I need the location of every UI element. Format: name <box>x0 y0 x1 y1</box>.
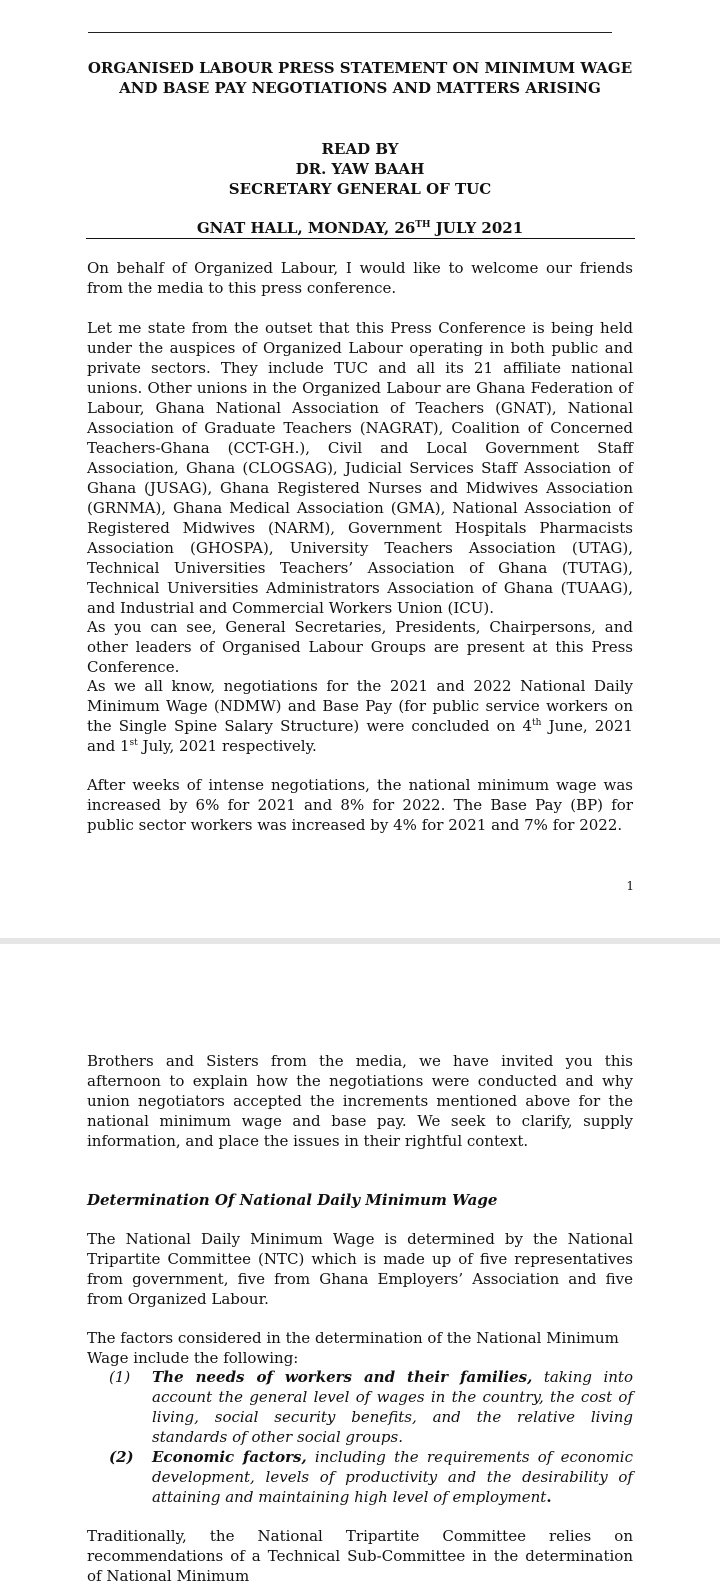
leaders-paragraph: As you can see, General Secretaries, Presidents, Chairpersons, and other leaders of Organised Labour Groups are present at this Press Conference. <box>87 618 633 676</box>
negotiation-paragraph: As we all know, negotiations for the 2021 and 2022 National Daily Minimum Wage (NDMW) and Base Pay (for public service workers on the Single Spine Salary Structure) were concluded on 4th June, 2021 and 1st July, 2021 respectively. <box>87 677 633 755</box>
closing-paragraph: Traditionally, the National Tripartite Committee relies on recommendations of a Technical Sub-Committee in the determination of National Minimum <box>87 1527 633 1585</box>
increase-paragraph: After weeks of intense negotiations, the national minimum wage was increased by 6% for 2021 and 8% for 2022. The Base Pay (BP) for public sector workers was increased by 4% for 2021 and 7% for 2022. <box>87 776 633 834</box>
heading-divider <box>86 238 635 239</box>
factor-number: (1) <box>109 1368 131 1386</box>
top-rule <box>88 32 612 33</box>
factor-text: Economic factors, including the requirements of economic development, levels of productivity and the desirability of attaining and maintaining high level of employment. <box>152 1448 634 1506</box>
reader-title: SECRETARY GENERAL OF TUC <box>228 180 492 198</box>
unions-paragraph: Let me state from the outset that this Press Conference is being held under the auspices of Organized Labour operating in both public and private sectors. They include TUC and all its 21 affiliate national unions. Other unions in the Organized Labour are Ghana Federation of Labour, Ghana National Association of Teachers (GNAT), National Association of Graduate Teachers (NAGRAT), Coalition of Concerned Teachers-Ghana (CCT-GH.), Civil and Local Government Staff Association, Ghana (CLOGSAG), Judicial Services Staff Association of Ghana (JUSAG), Ghana Registered Nurses and Midwives Association (GRNMA), Ghana Medical Association (GMA), National Association of Registered Midwives (NARM), Government Hospitals Pharmacists Association (GHOSPA), University Teachers Association (UTAG), Technical Universities Teachers’ Association of Ghana (TUTAG), Technical Universities Administrators Association of Ghana (TUAAG), and Industrial and Commercial Workers Union (ICU). <box>87 319 633 617</box>
reader-name: DR. YAW BAAH <box>295 160 425 178</box>
welcome-paragraph: On behalf of Organized Labour, I would like to welcome our friends from the media to this press conference. <box>87 259 633 297</box>
section-heading: Determination Of National Daily Minimum Wage <box>87 1191 498 1209</box>
read-by-label: READ BY <box>321 140 399 158</box>
factor-number: (2) <box>109 1448 134 1466</box>
venue-date: GNAT HALL, MONDAY, 26TH JULY 2021 <box>196 219 524 237</box>
factors-intro: The factors considered in the determination of the National Minimum Wage include the following: <box>87 1329 619 1367</box>
reader-block <box>86 139 634 199</box>
ntc-paragraph: The National Daily Minimum Wage is determined by the National Tripartite Committee (NTC) which is made up of five representatives from government, five from Ghana Employers’ Association and five from Organized Labour. <box>87 1230 633 1308</box>
media-intro-paragraph: Brothers and Sisters from the media, we have invited you this afternoon to explain how the negotiations were conducted and why union negotiators accepted the increments mentioned above for the national minimum wage and base pay. We seek to clarify, supply information, and place the issues in their rightful context. <box>87 1052 633 1150</box>
page-number: 1 <box>626 879 634 893</box>
factor-text: The needs of workers and their families, taking into account the general level of wages in the country, the cost of living, social security benefits, and the relative living standards of other social groups. <box>152 1368 633 1446</box>
document-title: ORGANISED LABOUR PRESS STATEMENT ON MINIMUM WAGE AND BASE PAY NEGOTIATIONS AND MATTERS ARISING <box>87 59 633 97</box>
